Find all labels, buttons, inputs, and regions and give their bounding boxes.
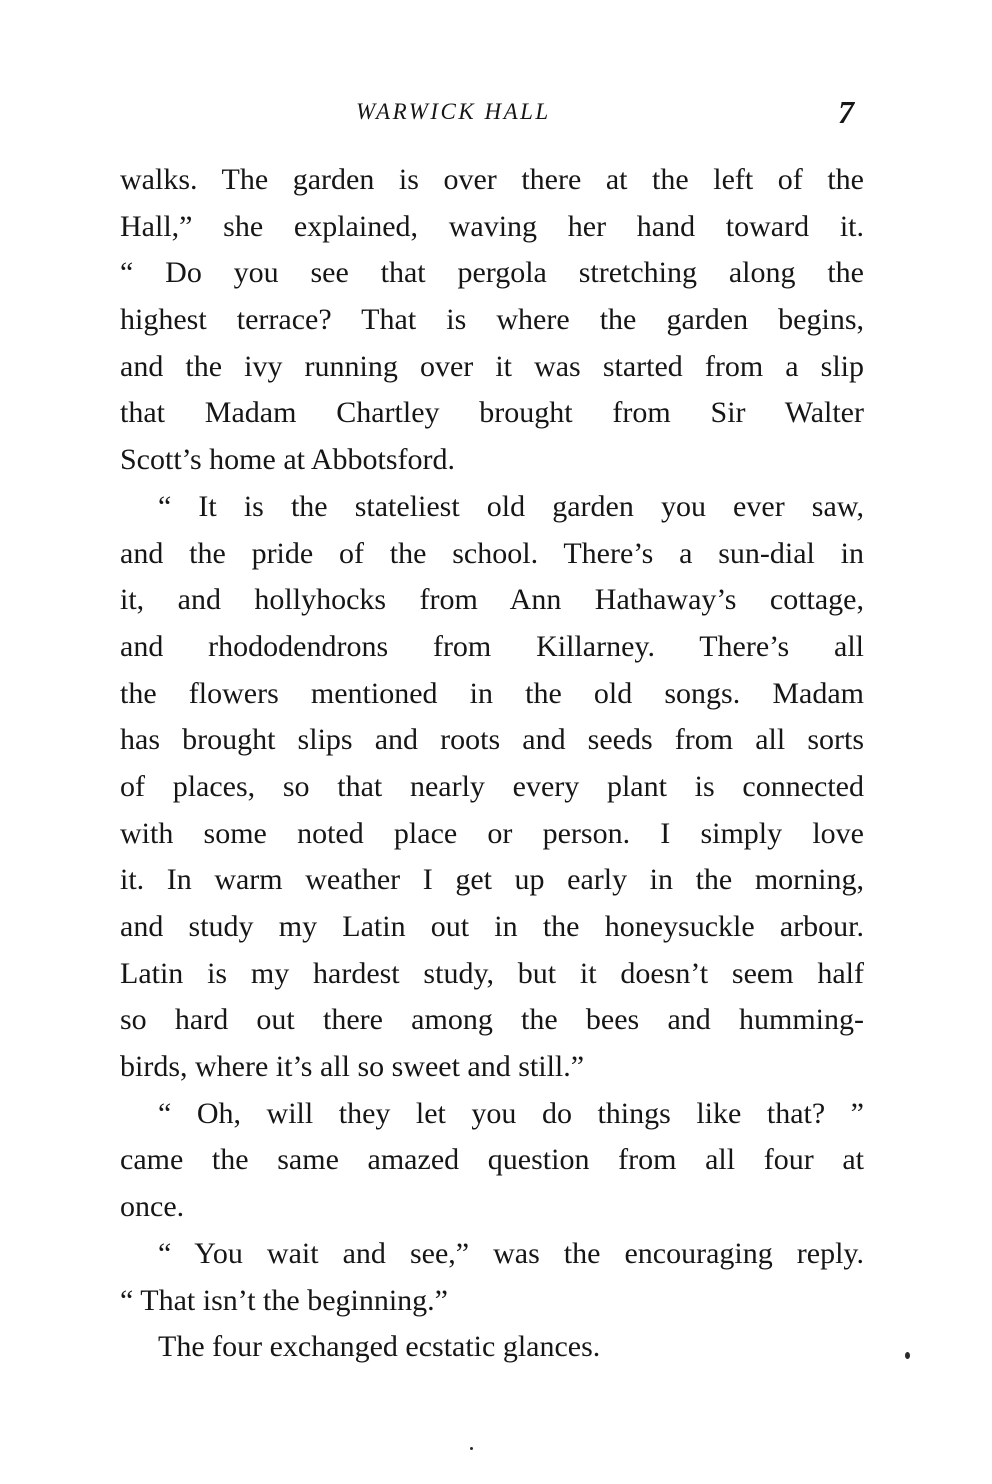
text-line: “ It is the stateliest old garden you ever saw, [158, 489, 864, 523]
text-line: “ You wait and see,” was the encouraging reply. [158, 1236, 864, 1270]
text-line: so hard out there among the bees and humming- [120, 1003, 864, 1037]
text-line: and the pride of the school. There’s a sun-dial in [120, 536, 864, 570]
text-line: of places, so that nearly every plant is connected [120, 769, 864, 803]
text-line: it. In warm weather I get up early in the morning, [120, 863, 864, 897]
text-line: Hall,” she explained, waving her hand toward it. [120, 209, 864, 243]
text-line: “ That isn’t the beginning.” [120, 1283, 448, 1317]
text-line: it, and hollyhocks from Ann Hathaway’s cottage, [120, 583, 864, 617]
ink-speck [905, 1352, 910, 1359]
text-line: Scott’s home at Abbotsford. [120, 443, 455, 477]
text-line: the flowers mentioned in the old songs. Madam [120, 676, 864, 710]
text-line: once. [120, 1190, 185, 1224]
text-line: and study my Latin out in the honeysuckle arbour. [120, 910, 864, 943]
text-line: highest terrace? That is where the garden begins, [120, 303, 864, 337]
text-line: that Madam Chartley brought from Sir Walter [120, 396, 864, 430]
text-line: walks. The garden is over there at the left of the [120, 163, 864, 196]
body-text [120, 157, 864, 1371]
text-line: with some noted place or person. I simply love [120, 816, 864, 850]
text-line: came the same amazed question from all four at [120, 1143, 864, 1177]
text-line: “ Oh, will they let you do things like that? ” [158, 1096, 864, 1130]
text-line: “ Do you see that pergola stretching along the [120, 256, 864, 290]
ink-speck [470, 1447, 473, 1450]
running-title: WARWICK HALL [356, 99, 551, 124]
text-line: and rhododendrons from Killarney. There’s all [120, 629, 864, 663]
text-line: and the ivy running over it was started from a slip [120, 349, 864, 383]
text-line: The four exchanged ecstatic glances. [158, 1330, 601, 1364]
text-line: birds, where it’s all so sweet and still.” [120, 1050, 585, 1084]
page-number: 7 [838, 94, 854, 130]
running-head [0, 94, 992, 134]
text-line: has brought slips and roots and seeds from all sorts [120, 723, 864, 757]
text-line: Latin is my hardest study, but it doesn’t seem half [120, 956, 864, 990]
